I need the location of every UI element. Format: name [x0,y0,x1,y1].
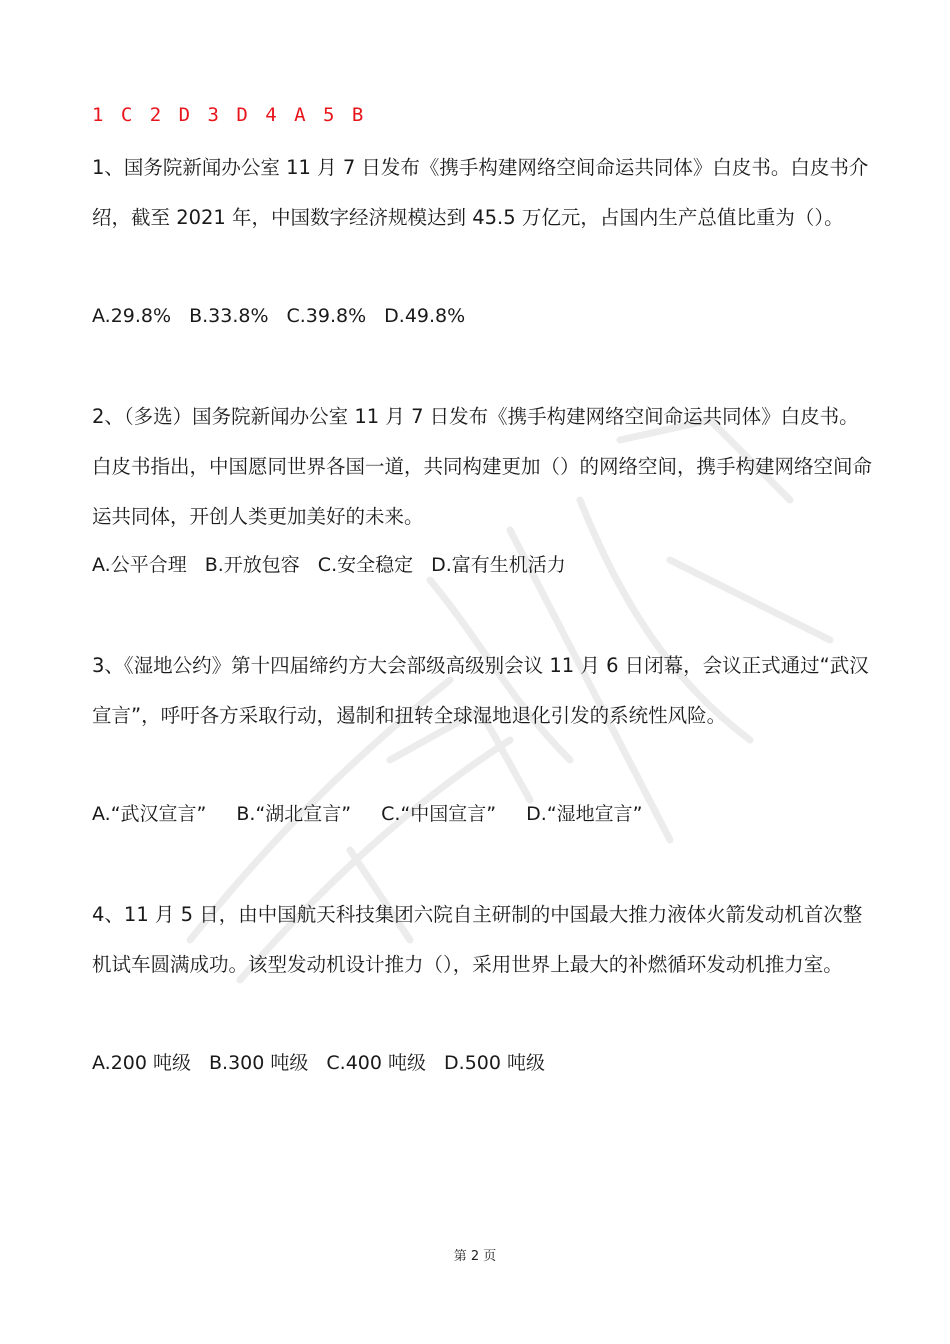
answer-key: 1 C 2 D 3 D 4 A 5 B [92,104,367,126]
question-1-text: 1、国务院新闻办公室 11 月 7 日发布《携手构建网络空间命运共同体》白皮书。白皮书介绍，截至 2021 年，中国数字经济规模达到 45.5 万亿元，占国内生产总值比重为（）。 [92,156,869,229]
question-3 [92,641,872,741]
question-2-options [92,550,584,580]
option-d: D.49.8% [384,305,466,327]
option-b: B.“湖北宣言” [236,803,352,825]
option-c: C.39.8% [286,305,367,327]
option-b: B.开放包容 [204,554,300,576]
question-2 [92,392,872,542]
question-1 [92,143,872,243]
page-number: 第 2 页 [453,1249,497,1264]
question-2-text: 2、（多选）国务院新闻办公室 11 月 7 日发布《携手构建网络空间命运共同体》白皮书。白皮书指出，中国愿同世界各国一道，共同构建更加（）的网络空间，携手构建网络空间命运共同体，开创人类更加美好的未来。 [92,405,873,528]
option-a: A.29.8% [92,305,172,327]
option-b: B.300 吨级 [209,1052,309,1074]
option-a: A.“武汉宣言” [92,803,207,825]
option-c: C.400 吨级 [326,1052,427,1074]
option-c: C.“中国宣言” [381,803,497,825]
option-a: A.200 吨级 [92,1052,192,1074]
option-a: A.公平合理 [92,554,187,576]
question-1-options [92,301,483,331]
question-4-text: 4、11 月 5 日，由中国航天科技集团六院自主研制的中国最大推力液体火箭发动机首次整机试车圆满成功。该型发动机设计推力（），采用世界上最大的补燃循环发动机推力室。 [92,903,863,976]
option-d: D.500 吨级 [444,1052,546,1074]
option-d: D.“湿地宣言” [526,803,643,825]
question-3-text: 3、《湿地公约》第十四届缔约方大会部级高级别会议 11 月 6 日闭幕，会议正式通过“武汉宣言”，呼吁各方采取行动，遏制和扭转全球湿地退化引发的系统性风险。 [92,654,869,727]
option-c: C.安全稳定 [317,554,414,576]
question-3-options [92,799,673,829]
question-4-options [92,1048,563,1078]
option-d: D.富有生机活力 [431,554,566,576]
question-4 [92,890,872,990]
option-b: B.33.8% [189,305,269,327]
